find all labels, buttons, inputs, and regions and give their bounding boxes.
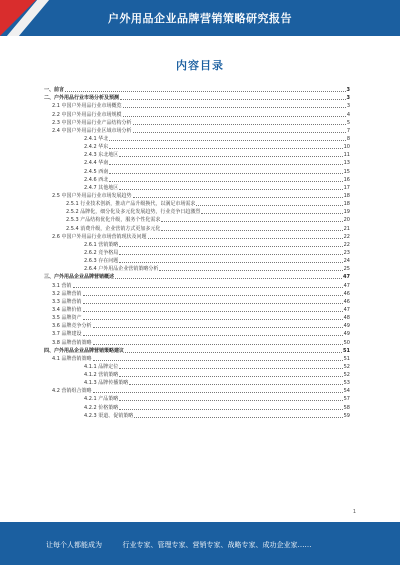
toc-entry[interactable] xyxy=(44,347,350,355)
toc-entry[interactable] xyxy=(44,403,350,411)
toc-entry-label: 3.8 品牌营销策略 xyxy=(52,339,92,346)
toc-entry[interactable] xyxy=(44,338,350,346)
toc-entry[interactable] xyxy=(44,241,350,249)
toc-entry[interactable] xyxy=(44,127,350,135)
toc-leader-dots xyxy=(119,376,342,377)
toc-entry-label: 2.1 中国户外用品行业市场概览 xyxy=(52,103,122,110)
toc-leader-dots xyxy=(119,409,342,410)
toc-entry-page: 21 xyxy=(343,225,350,232)
toc-entry[interactable] xyxy=(44,257,350,265)
toc-entry-page: 23 xyxy=(343,249,350,256)
toc-entry-label: 2.4.4 华南 xyxy=(84,160,109,167)
toc-entry-page: 54 xyxy=(343,388,350,395)
toc-entry[interactable] xyxy=(44,216,350,224)
toc-entry[interactable] xyxy=(44,290,350,298)
toc-entry-page: 17 xyxy=(343,184,350,191)
toc-entry-label: 4.2.3 渠道、促销策略 xyxy=(84,412,134,419)
toc-leader-dots xyxy=(83,311,343,312)
toc-entry-page: 20 xyxy=(343,217,350,224)
toc-leader-dots xyxy=(161,230,342,231)
toc-leader-dots xyxy=(119,254,342,255)
toc-entry-page: 3 xyxy=(346,95,350,102)
toc-leader-dots xyxy=(73,287,343,288)
toc-entry[interactable] xyxy=(44,265,350,273)
toc-entry-label: 2.4.5 西南 xyxy=(84,168,109,175)
toc-leader-dots xyxy=(93,327,343,328)
toc-leader-dots xyxy=(109,181,342,182)
toc-entry[interactable] xyxy=(44,355,350,363)
toc-entry-page: 51 xyxy=(343,347,350,354)
toc-entry-page: 49 xyxy=(343,323,350,330)
toc-leader-dots xyxy=(119,400,342,401)
toc-leader-dots xyxy=(129,384,342,385)
toc-entry[interactable] xyxy=(44,298,350,306)
toc-entry-label: 4.1 品牌营销策略 xyxy=(52,355,92,362)
toc-entry-page: 24 xyxy=(343,258,350,265)
toc-entry-page: 52 xyxy=(343,363,350,370)
toc-entry-page: 47 xyxy=(343,274,350,281)
toc-leader-dots xyxy=(65,91,346,92)
toc-entry[interactable] xyxy=(44,200,350,208)
toc-entry-page: 3 xyxy=(346,103,350,110)
toc-leader-dots xyxy=(161,221,342,222)
toc-entry[interactable] xyxy=(44,371,350,379)
toc-leader-dots xyxy=(93,392,343,393)
toc-entry-page: 49 xyxy=(343,331,350,338)
toc-leader-dots xyxy=(119,246,342,247)
toc-entry[interactable] xyxy=(44,94,350,102)
toc-entry[interactable] xyxy=(44,224,350,232)
toc-leader-dots xyxy=(109,164,342,165)
toc-entry-page: 22 xyxy=(343,241,350,248)
toc-entry-label: 3.4 品牌价值 xyxy=(52,306,82,313)
toc-leader-dots xyxy=(109,148,342,149)
toc-leader-dots xyxy=(115,278,342,279)
toc-entry-label: 2.6 中国户外用品行业市场营销现状及问题 xyxy=(52,233,147,240)
toc-leader-dots xyxy=(120,99,346,100)
toc-entry-page: 4 xyxy=(346,111,350,118)
toc-entry-page: 22 xyxy=(343,233,350,240)
footer-slogan-right: 行业专家、管理专家、营销专家、战略专家、成功企业家…… xyxy=(122,541,312,549)
toc-entry-page: 18 xyxy=(343,201,350,208)
toc-entry[interactable] xyxy=(44,395,350,403)
toc-entry[interactable] xyxy=(44,159,350,167)
toc-entry-label: 4.2 营销组合策略 xyxy=(52,388,92,395)
toc-leader-dots xyxy=(83,303,343,304)
toc-leader-dots xyxy=(93,360,343,361)
toc-entry[interactable] xyxy=(44,135,350,143)
toc-entry[interactable] xyxy=(44,306,350,314)
toc-entry-page: 16 xyxy=(343,176,350,183)
toc-entry-page: 46 xyxy=(343,298,350,305)
toc-leader-dots xyxy=(109,140,346,141)
toc-entry-page: 59 xyxy=(343,412,350,419)
toc-entry-label: 二、户外用品行业市场分析及预测 xyxy=(44,95,120,102)
toc-entry-page: 7 xyxy=(346,127,350,134)
toc-leader-dots xyxy=(201,213,342,214)
toc-entry[interactable] xyxy=(44,119,350,127)
toc-entry[interactable] xyxy=(44,208,350,216)
toc-entry-label: 3.6 品牌竞争分析 xyxy=(52,323,92,330)
toc-entry-label: 2.5.4 消费升级，企业营销方式更加多元化 xyxy=(66,225,161,232)
toc-entry-label: 2.4.6 西北 xyxy=(84,176,109,183)
table-of-contents xyxy=(44,86,350,420)
toc-entry-page: 19 xyxy=(343,209,350,216)
toc-entry[interactable] xyxy=(44,184,350,192)
toc-entry[interactable] xyxy=(44,167,350,175)
toc-entry-label: 2.4 中国户外用品行业区域市场分析 xyxy=(52,127,132,134)
toc-leader-dots xyxy=(123,107,346,108)
toc-entry-label: 3.5 品牌资产 xyxy=(52,315,82,322)
toc-leader-dots xyxy=(133,124,346,125)
toc-entry[interactable] xyxy=(44,322,350,330)
toc-entry-label: 2.6.3 存在问题 xyxy=(84,258,119,265)
toc-entry-page: 11 xyxy=(343,152,350,159)
toc-entry-page: 18 xyxy=(343,192,350,199)
toc-entry[interactable] xyxy=(44,363,350,371)
toc-entry-label: 2.3 中国户外用品行业产品结构分析 xyxy=(52,119,132,126)
toc-entry-label: 2.5.1 行业技术创新，推动产品升级换代，以满足市场需求 xyxy=(66,201,196,208)
toc-entry-page: 57 xyxy=(343,396,350,403)
toc-entry-page: 47 xyxy=(343,282,350,289)
toc-entry-page: 50 xyxy=(343,339,350,346)
toc-entry-page: 52 xyxy=(343,372,350,379)
toc-entry-page: 46 xyxy=(343,290,350,297)
toc-entry-page: 25 xyxy=(343,266,350,273)
toc-heading: 内容目录 xyxy=(176,59,224,72)
toc-leader-dots xyxy=(125,352,342,353)
toc-entry-label: 4.2.1 产品策略 xyxy=(84,396,119,403)
toc-entry-label: 3.2 品牌营销 xyxy=(52,290,82,297)
toc-leader-dots xyxy=(133,197,343,198)
toc-leader-dots xyxy=(123,116,346,117)
toc-entry[interactable] xyxy=(44,192,350,200)
toc-entry-label: 2.6.1 营销策略 xyxy=(84,241,119,248)
toc-entry[interactable] xyxy=(44,233,350,241)
footer-slogan-left: 让每个人都能成为 xyxy=(46,541,102,549)
toc-entry-label: 3.3 品牌营销 xyxy=(52,298,82,305)
toc-entry-page: 3 xyxy=(346,87,350,94)
toc-entry-label: 2.5.2 品牌化，细分化及多元化发展趋势，行业竞争日趋激烈 xyxy=(66,209,201,216)
toc-entry[interactable] xyxy=(44,387,350,395)
toc-entry[interactable] xyxy=(44,143,350,151)
toc-entry[interactable] xyxy=(44,412,350,420)
toc-entry[interactable] xyxy=(44,273,350,281)
toc-entry-label: 4.1.2 营销策略 xyxy=(84,372,119,379)
toc-entry[interactable] xyxy=(44,281,350,289)
toc-entry-page: 8 xyxy=(346,135,350,142)
toc-entry-label: 4.1.1 品牌定位 xyxy=(84,363,119,370)
toc-leader-dots xyxy=(119,368,342,369)
toc-entry-label: 2.6.4 户外用品企业营销策略分析 xyxy=(84,266,159,273)
toc-entry-label: 2.4.2 华东 xyxy=(84,144,109,151)
toc-entry-page: 10 xyxy=(343,144,350,151)
toc-leader-dots xyxy=(83,319,343,320)
toc-entry[interactable] xyxy=(44,86,350,94)
toc-leader-dots xyxy=(83,295,343,296)
toc-entry-label: 2.2 中国户外用品行业市场规模 xyxy=(52,111,122,118)
toc-entry[interactable] xyxy=(44,176,350,184)
footer-slogan xyxy=(46,540,366,550)
toc-entry[interactable] xyxy=(44,379,350,387)
toc-entry-label: 2.6.2 竞争格局 xyxy=(84,249,119,256)
toc-entry-page: 53 xyxy=(343,380,350,387)
toc-entry-label: 4.1.3 品牌传播策略 xyxy=(84,380,129,387)
toc-entry-label: 2.5.3 产品结构优化升级，服务个性化需求 xyxy=(66,217,161,224)
toc-leader-dots xyxy=(93,344,343,345)
toc-entry-page: 5 xyxy=(346,119,350,126)
toc-leader-dots xyxy=(148,238,343,239)
toc-leader-dots xyxy=(196,205,342,206)
toc-leader-dots xyxy=(83,335,343,336)
toc-entry[interactable] xyxy=(44,249,350,257)
toc-entry-label: 3.1 营销 xyxy=(52,282,72,289)
toc-entry[interactable] xyxy=(44,102,350,110)
toc-leader-dots xyxy=(159,270,342,271)
toc-entry-label: 3.7 品牌建设 xyxy=(52,331,82,338)
toc-entry-page: 48 xyxy=(343,315,350,322)
toc-entry-page: 15 xyxy=(343,168,350,175)
toc-leader-dots xyxy=(134,417,342,418)
toc-entry[interactable] xyxy=(44,151,350,159)
toc-entry-page: 13 xyxy=(343,160,350,167)
toc-entry-label: 4.2.2 价格策略 xyxy=(84,404,119,411)
toc-entry-label: 一、前言 xyxy=(44,87,65,94)
toc-entry[interactable] xyxy=(44,330,350,338)
page-number: 1 xyxy=(352,509,356,515)
toc-entry-page: 47 xyxy=(343,306,350,313)
toc-entry-label: 2.5 中国户外用品行业市场发展趋势 xyxy=(52,192,132,199)
toc-entry-page: 58 xyxy=(343,404,350,411)
toc-entry-label: 2.4.7 其他地区 xyxy=(84,184,119,191)
toc-entry-label: 四、户外用品企业品牌营销策略建议 xyxy=(44,347,125,354)
toc-entry-label: 2.4.3 东北地区 xyxy=(84,152,119,159)
toc-leader-dots xyxy=(133,132,346,133)
toc-entry-label: 2.4.1 华北 xyxy=(84,135,109,142)
toc-entry-label: 三、户外用品企业品牌营销概述 xyxy=(44,274,115,281)
toc-entry[interactable] xyxy=(44,314,350,322)
toc-leader-dots xyxy=(119,189,342,190)
toc-leader-dots xyxy=(119,156,342,157)
document-title: 户外用品企业品牌营销策略研究报告 xyxy=(108,12,292,25)
toc-leader-dots xyxy=(119,262,342,263)
toc-entry[interactable] xyxy=(44,110,350,118)
toc-leader-dots xyxy=(109,173,342,174)
toc-entry-page: 51 xyxy=(343,355,350,362)
